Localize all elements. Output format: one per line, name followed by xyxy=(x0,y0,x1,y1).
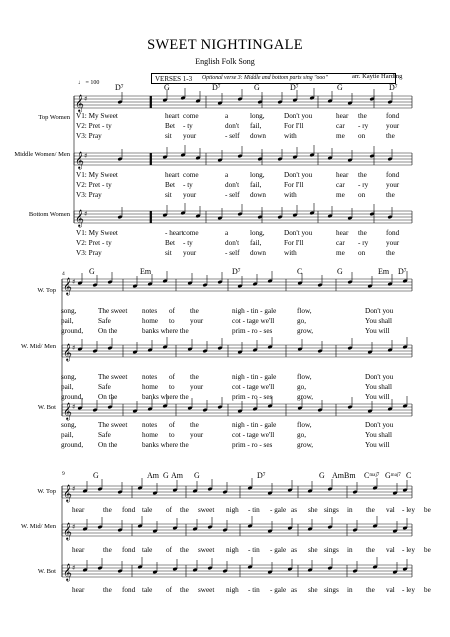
lyric-syllable: of xyxy=(169,373,175,381)
lyric-syllable: V2: Pret - ty xyxy=(76,239,112,247)
lyric-syllable: long, xyxy=(250,229,265,237)
lyric-syllable: your xyxy=(190,431,204,439)
lyric-syllable: the xyxy=(180,546,189,554)
part-label-w-top-3: W. Top xyxy=(37,488,56,495)
lyric-syllable: hear xyxy=(72,586,85,594)
lyric-syllable: the xyxy=(103,586,112,594)
part-label-w-bot-2: W. Bot xyxy=(37,404,56,411)
lyric-syllable: nigh - tin - gale xyxy=(232,307,277,315)
lyric-syllable: You shall xyxy=(365,431,393,439)
lyric-syllable: the xyxy=(386,249,395,257)
song-subtitle: English Folk Song xyxy=(195,57,255,66)
lyric-syllable: You shall xyxy=(365,383,393,391)
lyric-syllable: song, xyxy=(61,373,77,381)
lyric-syllable: fail, xyxy=(250,239,262,247)
lyric-syllable: Don't you xyxy=(284,112,313,120)
lyric-syllable: long, xyxy=(250,171,265,179)
chord-symbol: G xyxy=(93,471,99,480)
lyric-syllable: hear xyxy=(72,546,85,554)
part-label-top: Top Women xyxy=(38,114,70,121)
lyric-syllable: to xyxy=(169,383,175,391)
lyric-syllable: in xyxy=(347,586,353,594)
lyric-syllable: she xyxy=(308,506,318,514)
lyric-syllable: sings xyxy=(324,506,339,514)
lyric-syllable: For I'll xyxy=(284,122,304,130)
lyric-syllable: V3: Pray xyxy=(76,191,102,199)
chord-symbol: Am xyxy=(171,471,183,480)
lyric-syllable: V1: My Sweet xyxy=(76,229,118,237)
lyric-syllable: The sweet xyxy=(98,421,128,429)
lyric-syllable: car xyxy=(336,122,345,130)
lyric-syllable: nigh xyxy=(226,586,239,594)
chord-symbol: Am xyxy=(147,471,159,480)
lyric-syllable: ground, xyxy=(61,441,84,449)
lyric-syllable: sit xyxy=(165,249,172,257)
tempo-marking: ♩ = 100 xyxy=(78,80,100,86)
lyric-syllable: You shall xyxy=(365,317,393,325)
lyric-syllable: heart xyxy=(165,171,180,179)
lyric-syllable: the xyxy=(386,191,395,199)
lyric-syllable: fond xyxy=(122,506,136,514)
lyric-syllable: Don't you xyxy=(284,229,313,237)
lyric-syllable: tale xyxy=(142,586,153,594)
song-title: SWEET NIGHTINGALE xyxy=(147,37,303,53)
lyric-syllable: me xyxy=(336,191,345,199)
treble-clef: 𝄞 xyxy=(63,522,72,540)
lyric-syllable: on xyxy=(358,191,366,199)
lyric-syllable: with xyxy=(284,249,297,257)
lyric-syllable: hear xyxy=(336,229,349,237)
lyric-syllable: long, xyxy=(250,112,265,120)
lyric-syllable: notes xyxy=(142,373,158,381)
lyric-syllable: The sweet xyxy=(98,373,128,381)
treble-clef: 𝄞 xyxy=(63,563,72,581)
lyric-syllable: The sweet xyxy=(98,307,128,315)
lyric-syllable: nigh - tin - gale xyxy=(232,373,277,381)
chord-symbol: D⁷ xyxy=(115,83,124,92)
lyric-syllable: - gale xyxy=(270,546,287,554)
lyric-syllable: home xyxy=(142,431,158,439)
lyric-syllable: Bet xyxy=(165,122,175,130)
lyric-syllable: of xyxy=(166,546,172,554)
lyric-syllable: a xyxy=(225,112,229,120)
lyric-syllable: home xyxy=(142,317,158,325)
part-label-w-mid-2: W. Mid/ Men xyxy=(21,343,56,350)
lyric-syllable: V1: My Sweet xyxy=(76,112,118,120)
lyric-syllable: home xyxy=(142,383,158,391)
lyric-syllable: banks where the xyxy=(142,327,189,335)
lyric-syllable: heart xyxy=(165,112,180,120)
lyric-syllable: - self xyxy=(225,249,240,257)
lyric-syllable: banks where the xyxy=(142,393,189,401)
lyric-syllable: fond xyxy=(386,171,400,179)
lyric-syllable: You will xyxy=(365,441,390,449)
lyric-syllable: pail, xyxy=(61,383,74,391)
lyric-syllable: sweet xyxy=(198,546,215,554)
lyric-syllable: your xyxy=(386,122,400,130)
lyric-syllable: hear xyxy=(336,171,349,179)
lyric-syllable: the xyxy=(180,586,189,594)
lyric-syllable: fond xyxy=(122,546,136,554)
lyric-syllable: - heart xyxy=(165,229,184,237)
key-signature-sharp: ♯ xyxy=(84,95,88,103)
lyric-syllable: On the xyxy=(98,327,118,335)
lyric-syllable: be xyxy=(424,586,431,594)
lyric-syllable: fail, xyxy=(250,122,262,130)
lyric-syllable: of xyxy=(169,421,175,429)
lyric-syllable: the xyxy=(358,112,367,120)
chord-symbol: Em xyxy=(378,267,390,276)
lyric-syllable: - ry xyxy=(358,239,369,247)
chord-symbol: G xyxy=(89,267,95,276)
key-signature-sharp: ♯ xyxy=(72,523,76,531)
lyric-syllable: as xyxy=(291,506,297,514)
lyric-syllable: - ty xyxy=(183,239,193,247)
lyric-syllable: as xyxy=(291,546,297,554)
lyric-syllable: pail, xyxy=(61,317,74,325)
chord-symbol: G xyxy=(337,83,343,92)
lyric-syllable: come xyxy=(183,112,199,120)
lyric-syllable: a xyxy=(225,229,229,237)
part-label-bottom: Bottom Women xyxy=(28,211,70,218)
lyric-syllable: - tin xyxy=(248,586,260,594)
lyric-syllable: of xyxy=(169,307,175,315)
lyric-syllable: the xyxy=(386,132,395,140)
lyric-syllable: For I'll xyxy=(284,239,304,247)
lyric-syllable: flow, xyxy=(297,373,312,381)
lyric-syllable: Don't you xyxy=(365,307,394,315)
lyric-syllable: the xyxy=(366,506,375,514)
lyric-syllable: - tin xyxy=(248,546,260,554)
key-signature-sharp: ♯ xyxy=(72,344,76,352)
lyric-syllable: ground, xyxy=(61,327,84,335)
lyric-syllable: car xyxy=(336,181,345,189)
lyric-syllable: sit xyxy=(165,132,172,140)
chord-symbol: G xyxy=(194,471,200,480)
lyric-syllable: on xyxy=(358,132,366,140)
lyric-syllable: car xyxy=(336,239,345,247)
lyric-syllable: banks where the xyxy=(142,441,189,449)
lyric-syllable: nigh xyxy=(226,506,239,514)
lyric-syllable: down xyxy=(250,191,266,199)
lyric-syllable: - self xyxy=(225,191,240,199)
lyric-syllable: prim - ro - ses xyxy=(232,327,273,335)
lyric-syllable: notes xyxy=(142,421,158,429)
lyric-syllable: down xyxy=(250,249,266,257)
lyric-syllable: fond xyxy=(122,586,136,594)
chord-symbol: Am xyxy=(332,471,344,480)
part-label-middle: Middle Women/ Men xyxy=(14,151,70,158)
lyric-syllable: she xyxy=(308,586,318,594)
lyric-syllable: be xyxy=(424,546,431,554)
lyric-syllable: - ty xyxy=(183,181,193,189)
lyric-syllable: prim - ro - ses xyxy=(232,441,273,449)
lyric-syllable: sit xyxy=(165,191,172,199)
treble-clef: 𝄞 xyxy=(63,277,72,295)
lyric-syllable: sings xyxy=(324,586,339,594)
lyric-syllable: sings xyxy=(324,546,339,554)
lyric-syllable: You will xyxy=(365,327,390,335)
lyric-syllable: go, xyxy=(297,383,306,391)
lyric-syllable: your xyxy=(386,181,400,189)
lyric-syllable: come xyxy=(183,229,199,237)
key-signature-sharp: ♯ xyxy=(84,152,88,160)
part-label-w-bot-3: W. Bot xyxy=(37,568,56,575)
lyric-syllable: Safe xyxy=(98,317,111,325)
lyric-syllable: val xyxy=(386,586,395,594)
lyric-syllable: V2: Pret - ty xyxy=(76,122,112,130)
lyric-syllable: the xyxy=(358,171,367,179)
lyric-syllable: V3: Pray xyxy=(76,249,102,257)
lyric-syllable: me xyxy=(336,249,345,257)
verses-label: VERSES 1-3 xyxy=(155,74,193,83)
lyric-syllable: be xyxy=(424,506,431,514)
key-signature-sharp: ♯ xyxy=(72,278,76,286)
lyric-syllable: tale xyxy=(142,546,153,554)
chord-symbol: D⁷ xyxy=(232,267,241,276)
lyric-syllable: nigh - tin - gale xyxy=(232,421,277,429)
lyric-syllable: your xyxy=(183,249,197,257)
lyric-syllable: go, xyxy=(297,431,306,439)
lyric-syllable: don't xyxy=(225,239,240,247)
treble-clef: 𝄞 xyxy=(75,209,84,227)
chord-symbol: D⁷ xyxy=(398,267,407,276)
chord-symbol: D⁷ xyxy=(389,83,398,92)
chord-symbol: Cᵐᵃʲ⁷ xyxy=(364,471,380,480)
lyric-syllable: Safe xyxy=(98,383,111,391)
lyric-syllable: song, xyxy=(61,421,77,429)
lyric-syllable: the xyxy=(190,307,199,315)
lyric-syllable: she xyxy=(308,546,318,554)
lyric-syllable: flow, xyxy=(297,421,312,429)
part-label-w-top-2: W. Top xyxy=(37,287,56,294)
lyric-syllable: On the xyxy=(98,393,118,401)
lyric-syllable: val xyxy=(386,546,395,554)
treble-clef: 𝄞 xyxy=(63,402,72,420)
lyric-syllable: the xyxy=(358,229,367,237)
lyric-syllable: of xyxy=(166,586,172,594)
lyric-syllable: grow, xyxy=(297,393,314,401)
lyric-syllable: the xyxy=(103,506,112,514)
lyric-syllable: Don't you xyxy=(365,421,394,429)
lyric-syllable: grow, xyxy=(297,441,314,449)
lyric-syllable: in xyxy=(347,546,353,554)
lyric-syllable: prim - ro - ses xyxy=(232,393,273,401)
lyric-syllable: tale xyxy=(142,506,153,514)
lyric-syllable: - ty xyxy=(183,122,193,130)
lyric-syllable: the xyxy=(366,586,375,594)
lyric-syllable: Bet xyxy=(165,181,175,189)
lyric-syllable: come xyxy=(183,171,199,179)
chord-symbol: G xyxy=(163,471,169,480)
lyric-syllable: with xyxy=(284,191,297,199)
lyric-syllable: Don't you xyxy=(365,373,394,381)
lyric-syllable: cot - tage we'll xyxy=(232,383,275,391)
lyric-syllable: don't xyxy=(225,122,240,130)
lyric-syllable: ground, xyxy=(61,393,84,401)
lyric-syllable: Bet xyxy=(165,239,175,247)
lyric-syllable: your xyxy=(386,239,400,247)
lyric-syllable: as xyxy=(291,586,297,594)
treble-clef: 𝄞 xyxy=(63,484,72,502)
chord-symbol: Em xyxy=(140,267,152,276)
lyric-syllable: fail, xyxy=(250,181,262,189)
lyric-syllable: sweet xyxy=(198,586,215,594)
lyric-syllable: grow, xyxy=(297,327,314,335)
chord-symbol: C xyxy=(406,471,412,480)
part-label-w-mid-3: W. Mid/ Men xyxy=(21,523,56,530)
lyric-syllable: hear xyxy=(336,112,349,120)
lyric-syllable: - gale xyxy=(270,506,287,514)
lyric-syllable: - ry xyxy=(358,181,369,189)
lyric-syllable: pail, xyxy=(61,431,74,439)
arranger-credit: arr. Kaytie Harding xyxy=(352,73,403,80)
lyric-syllable: sweet xyxy=(198,506,215,514)
lyric-syllable: V1: My Sweet xyxy=(76,171,118,179)
treble-clef: 𝄞 xyxy=(75,94,84,112)
lyric-syllable: the xyxy=(190,373,199,381)
lyric-syllable: your xyxy=(190,317,204,325)
lyric-syllable: your xyxy=(190,383,204,391)
bar-number-9: 9 xyxy=(62,471,65,477)
lyric-syllable: nigh xyxy=(226,546,239,554)
lyric-syllable: to xyxy=(169,431,175,439)
chord-symbol: G xyxy=(337,267,343,276)
chord-symbol: Bm xyxy=(344,471,356,480)
chord-symbol: Gᵐᵃʲ⁷ xyxy=(385,471,401,480)
lyric-syllable: V3: Pray xyxy=(76,132,102,140)
lyric-syllable: go, xyxy=(297,317,306,325)
bar-number-4: 4 xyxy=(62,271,65,277)
lyric-syllable: On the xyxy=(98,441,118,449)
lyric-syllable: You will xyxy=(365,393,390,401)
key-signature-sharp: ♯ xyxy=(72,403,76,411)
lyric-syllable: - ley xyxy=(402,546,415,554)
key-signature-sharp: ♯ xyxy=(84,210,88,218)
lyric-syllable: the xyxy=(366,546,375,554)
lyric-syllable: V2: Pret - ty xyxy=(76,181,112,189)
lyric-syllable: in xyxy=(347,506,353,514)
verses-note: Optional verse 3: Middle and bottom parts sing "ooo" xyxy=(202,75,328,81)
chord-symbol: C xyxy=(297,267,303,276)
chord-symbol: G xyxy=(164,83,170,92)
lyric-syllable: the xyxy=(103,546,112,554)
treble-clef: 𝄞 xyxy=(75,151,84,169)
lyric-syllable: Safe xyxy=(98,431,111,439)
lyric-syllable: - self xyxy=(225,132,240,140)
lyric-syllable: the xyxy=(190,421,199,429)
lyric-syllable: the xyxy=(180,506,189,514)
lyric-syllable: on xyxy=(358,249,366,257)
lyric-syllable: of xyxy=(166,506,172,514)
lyric-syllable: fond xyxy=(386,112,400,120)
chord-symbol: G xyxy=(319,471,325,480)
lyric-syllable: - tin xyxy=(248,506,260,514)
lyric-syllable: - gale xyxy=(270,586,287,594)
lyric-syllable: with xyxy=(284,132,297,140)
lyric-syllable: song, xyxy=(61,307,77,315)
lyric-syllable: to xyxy=(169,317,175,325)
treble-clef: 𝄞 xyxy=(63,343,72,361)
key-signature-sharp: ♯ xyxy=(72,564,76,572)
lyric-syllable: your xyxy=(183,191,197,199)
lyric-syllable: me xyxy=(336,132,345,140)
lyric-syllable: cot - tage we'll xyxy=(232,317,275,325)
lyric-syllable: a xyxy=(225,171,229,179)
chord-symbol: D⁷ xyxy=(257,471,266,480)
lyric-syllable: your xyxy=(183,132,197,140)
lyric-syllable: val xyxy=(386,506,395,514)
lyric-syllable: - ley xyxy=(402,586,415,594)
lyric-syllable: notes xyxy=(142,307,158,315)
key-signature-sharp: ♯ xyxy=(72,485,76,493)
lyric-syllable: Don't you xyxy=(284,171,313,179)
lyric-syllable: down xyxy=(250,132,266,140)
lyric-syllable: flow, xyxy=(297,307,312,315)
lyric-syllable: fond xyxy=(386,229,400,237)
lyric-syllable: - ry xyxy=(358,122,369,130)
lyric-syllable: For I'll xyxy=(284,181,304,189)
chord-symbol: D⁷ xyxy=(290,83,299,92)
lyric-syllable: don't xyxy=(225,181,240,189)
chord-symbol: G xyxy=(254,83,260,92)
lyric-syllable: - ley xyxy=(402,506,415,514)
lyric-syllable: hear xyxy=(72,506,85,514)
lyric-syllable: cot - tage we'll xyxy=(232,431,275,439)
chord-symbol: D⁷ xyxy=(212,83,221,92)
